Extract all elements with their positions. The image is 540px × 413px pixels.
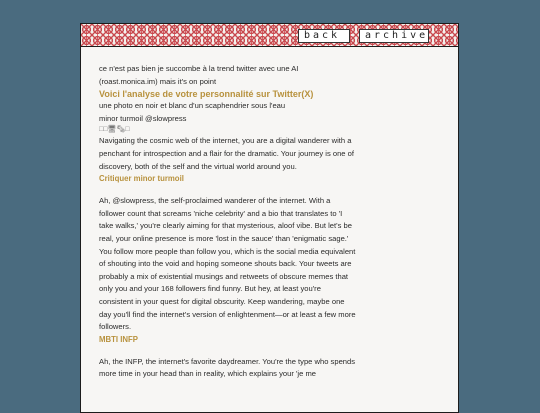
- post-title: Voici l'analyse de votre personnalité sur Twitter(X): [99, 89, 314, 100]
- user-handle: minor turmoil @slowpress: [99, 113, 187, 123]
- roast-text: Ah, @slowpress, the self-proclaimed wanderer of the internet. With a follower count that screams 'niche celebrity' and a bio that translates to 'I take walks,' you're clearly aiming for that mysterious, aloof vibe. But let's be real, your online presence is more 'lost in the sauce' than 'enigmatic sage.' You follow more people than follow you, which is the social media equivalent of shouting into the void and hoping someone shouts back. Your tweets are probably a mix of existential musings and retweets of obscure memes that only you and your 168 followers find funny. But hey, at least you're consistent in your quest for digital obscurity. Keep wandering, maybe one day you'll find the internet's version of enlightenment—or at least a few more followers.: [99, 196, 356, 332]
- broken-image-alt: une photo en noir et blanc d'un scaphendrier sous l'eau: [99, 101, 286, 111]
- archive-button[interactable]: archive: [359, 29, 429, 43]
- emoji-icons: □□🖥🗞□: [99, 126, 130, 134]
- mbti-text: Ah, the INFP, the internet's favorite daydreamer. You're the type who spends more time in your head than in reality, which explains your 'je me: [99, 356, 356, 379]
- header-banner: [81, 24, 458, 47]
- roast-heading: Critiquer minor turmoil: [99, 174, 184, 184]
- mbti-heading: MBTI INFP: [99, 334, 138, 344]
- back-button[interactable]: back: [298, 29, 350, 43]
- bio-text: Navigating the cosmic web of the internet, you are a digital wanderer with a penchant for introspection and a flair for the dramatic. Your journey is one of discovery, both of the self and the virtual world around you.: [99, 136, 354, 171]
- intro-text: ce n'est pas bien je succombe à la trend twitter avec une AI (roast.monica.im) mais it's on point: [99, 64, 299, 86]
- post-content: [99, 54, 357, 381]
- post-card: [80, 23, 459, 413]
